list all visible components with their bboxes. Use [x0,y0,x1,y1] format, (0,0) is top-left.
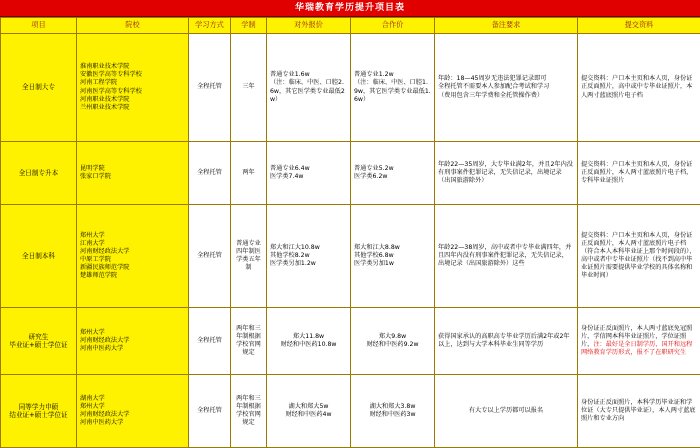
school-name: 河南医学高等专科学校 [80,88,185,96]
project-cell: 全日制本科 [1,205,77,308]
school-name: 河南中医药大学 [80,419,185,427]
school-name: 安徽医学高等专科学校 [80,71,185,79]
header-project: 项目 [1,18,77,34]
school-name: 新疆民族师范学院 [80,264,185,272]
school-name: 湖南大学 [80,395,185,403]
school-cell [77,375,189,448]
school-name: 河南职业技术学院 [80,96,185,104]
header-study-mode: 学习方式 [189,18,231,34]
duration-cell: 两年 [231,142,267,205]
sheet-title: 华瑞教育学历提升项目表 [0,0,700,17]
study-mode-cell: 全程托管 [189,375,231,448]
remarks-cell: 获得国家承认的高职高专毕业学历后满2年或2年以上，达到与大学本科毕业生同等学历 [435,308,578,375]
school-name: 昆明学院 [80,165,185,173]
external-price-cell: 郑大和江大10.8w 其他学校8.2w 医学类另加1.2w [267,205,351,308]
school-name: 河南工程学院 [80,79,185,87]
school-list [80,329,185,353]
duration-cell: 两年和三年制根据学校官网规定 [231,308,267,375]
project-cell: 全日制大专 [1,34,77,142]
school-name: 江南大学 [80,240,185,248]
materials-cell: 身份证正反面照片，本科学历毕业证和学位证（大专只提供毕业证），本人两寸蓝底照片和专业方向 [578,375,700,448]
duration-cell: 两年和三年制根据学校官网规定 [231,375,267,448]
partner-price-cell: 普通专业5.2w 医学类6.2w [351,142,435,205]
study-mode-cell: 全程托管 [189,308,231,375]
school-name: 中原工学院 [80,256,185,264]
header-materials: 提交资料 [578,18,700,34]
school-name: 楚雄师范学院 [80,272,185,280]
materials-cell: 提交资料：户口本主页和本人页，身份证正反面照片，本人两寸蓝底照片电子档，专科毕业证照片 [578,142,700,205]
remarks-cell: 有大专以上学历都可以报名 [435,375,578,448]
remarks-cell: 年龄：18—45周岁无违法犯罪记录即可 全程托管不需要本人参加配合考试和学习 （费用包含三年学费和全托管操作费） [435,34,578,142]
school-name: 郑州大学 [80,403,185,411]
program-table [0,17,700,448]
school-name: 张家口学院 [80,173,185,181]
header-school: 院校 [77,18,189,34]
school-cell [77,142,189,205]
external-price-cell: 郑大11.8w 财经和中医药10.8w [267,308,351,375]
table-row [1,142,700,205]
remarks-cell: 年龄22—38周岁，高中或者中专毕业满四年，并且四年内没有刑事案件犯罪记录，无失信记录，出境记录（出国旅游除外）这些 [435,205,578,308]
partner-price-cell: 郑大9.8w 财经和中医药9.2w [351,308,435,375]
external-price-cell: 普通专业6.4w 医学类7.4w [267,142,351,205]
materials-cell [578,308,700,375]
school-cell [77,205,189,308]
table-row [1,34,700,142]
materials-warning: 注：最好是全日制学历，国开和远程网络教育学历形式，报不了在职研究生 [581,341,692,356]
partner-price-cell: 湖大和郑大3.8w 财经和中医药3w [351,375,435,448]
header-external-price: 对外报价 [267,18,351,34]
header-duration: 学制 [231,18,267,34]
study-mode-cell: 全程托管 [189,34,231,142]
duration-cell: 三年 [231,34,267,142]
school-name: 郑州大学 [80,329,185,337]
header-remarks: 备注要求 [435,18,578,34]
table-row [1,375,700,448]
school-name: 淮南职业技术学院 [80,63,185,71]
table-row [1,205,700,308]
school-name: 河南财经政法大学 [80,248,185,256]
partner-price-cell: 普通专业1.2w （注：临床、中医、口腔1.9w，其它医学类专业最低1.6w） [351,34,435,142]
header-row [1,18,700,34]
duration-cell: 普通专业四年制医学类五年制 [231,205,267,308]
materials-cell: 提交资料：户口本主页和本人页，身份证正反面照片，本人两寸蓝底照片电子档（符合本人本科毕业证上那个时间段的），高中或者中专毕业证照片（找不到高中毕业证照片需要提供毕业学校的具体名称和毕业时间） [578,205,700,308]
school-list [80,395,185,427]
project-cell: 全日制专升本 [1,142,77,205]
school-name: 河南中医药大学 [80,345,185,353]
school-list [80,232,185,281]
header-partner-price: 合作价 [351,18,435,34]
school-list [80,63,185,112]
school-name: 兰州职业技术学院 [80,104,185,112]
external-price-cell: 普通专业1.6w （注：临床、中医、口腔2.6w，其它医学类专业最低2w） [267,34,351,142]
project-cell: 同等学力申硕 结业证+硕士学位证 [1,375,77,448]
school-name: 河南财经政法大学 [80,411,185,419]
school-cell [77,34,189,142]
study-mode-cell: 全程托管 [189,142,231,205]
study-mode-cell: 全程托管 [189,205,231,308]
external-price-cell: 湖大和郑大5w 财经和中医药4w [267,375,351,448]
project-cell: 研究生 毕业证+硕士学位证 [1,308,77,375]
partner-price-cell: 郑大和江大8.8w 其他学校6.8w 医学类另加1w [351,205,435,308]
school-cell [77,308,189,375]
school-name: 郑州大学 [80,232,185,240]
school-list [80,165,185,181]
materials-cell: 提交资料：户口本主页和本人页，身份证正反面照片，高中或中专毕业证照片，本人两寸蓝底照片电子档 [578,34,700,142]
remarks-cell: 年龄22—35周岁，大专毕业满2年，并且2年内没有刑事案件犯罪记录，无失信记录，出境记录（出国旅游除外） [435,142,578,205]
materials-text: 身份证正反面照片，本人两寸蓝底免冠照片，学信网本科毕业证照片，学位证照片， [581,325,692,348]
table-row [1,308,700,375]
school-name: 河南财经政法大学 [80,337,185,345]
